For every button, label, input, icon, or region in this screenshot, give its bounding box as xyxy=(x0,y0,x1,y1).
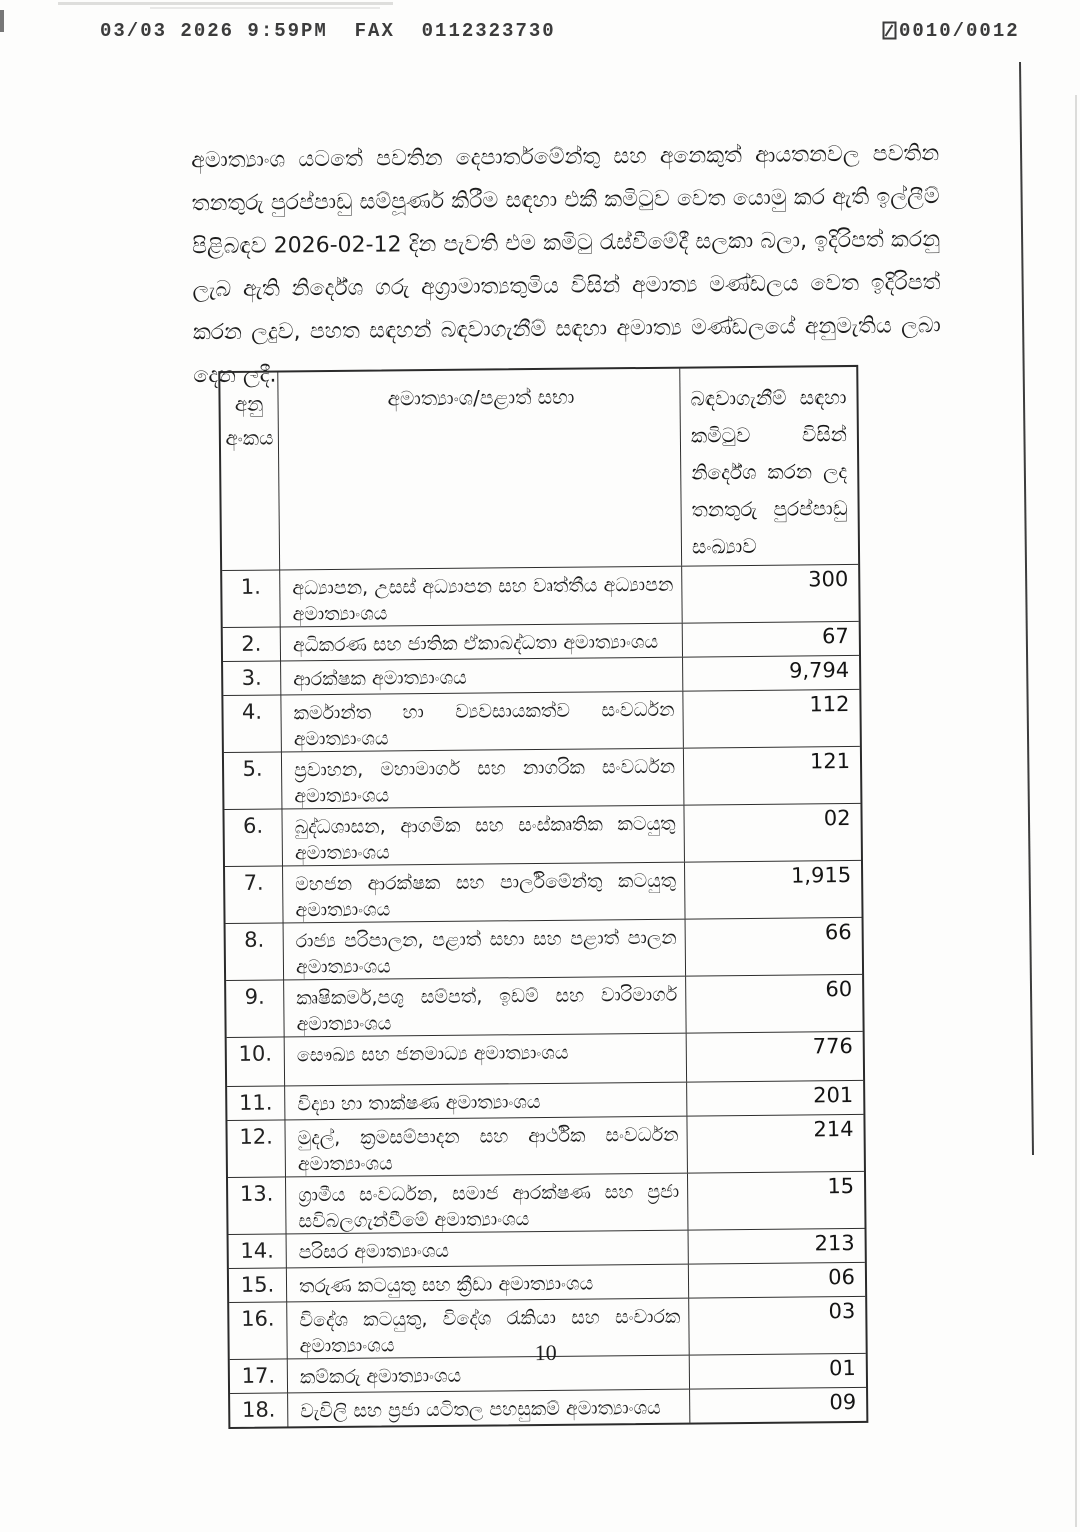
paragraph-line: දෙන ලදී. xyxy=(193,362,277,389)
table-row xyxy=(229,1228,865,1268)
row-vacancy-count: 06 xyxy=(828,1265,856,1290)
row-ministry: අධ්‍යාපන, උසස් අධ්‍යාපන සහ වෘත්තීය අධ්‍යාපන අමාත්‍යාංශය xyxy=(280,567,683,627)
table-row xyxy=(228,1171,865,1234)
row-ministry: සෞඛ්‍ය සහ ජනමාධ්‍ය අමාත්‍යාංශය xyxy=(285,1034,687,1086)
table-row xyxy=(226,974,863,1037)
row-ministry: ප්‍රවාහන, මහාමාර්ග සහ නාගරික සංවර්ධන අමාත්‍යාංශය xyxy=(282,749,685,809)
row-ministry: රාජ්‍ය පරිපාලන, පළාත් සභා සහ පළාත් පාලන අමාත්‍යාංශය xyxy=(284,920,687,980)
row-serial: 5. xyxy=(224,752,283,809)
table-row xyxy=(230,1387,866,1427)
row-vacancy-count: 09 xyxy=(829,1389,857,1415)
row-vacancy-count: 201 xyxy=(813,1083,854,1108)
fax-timestamp: 03/03 2026 9:59PM FAX 0112323730 xyxy=(100,20,556,42)
row-serial: 14. xyxy=(229,1234,287,1268)
row-serial: 1. xyxy=(222,570,281,627)
row-ministry: බුද්ධශාසන, ආගමික සහ සංස්කෘතික කටයුතු අමාත්‍යාංශය xyxy=(282,806,685,866)
table-row xyxy=(224,803,861,866)
row-serial: 17. xyxy=(230,1359,288,1393)
row-serial: 12. xyxy=(227,1120,286,1177)
row-vacancy-count: 121 xyxy=(809,749,851,774)
table-row xyxy=(226,917,863,980)
row-ministry: කර්මාන්ත හා ව්‍යවසායකත්ව සංවර්ධන අමාත්‍යාංශය xyxy=(281,692,684,752)
paragraph-line: ලැබ ඇති නිර්දේශ ගරු අග්‍රාමාත්‍යතුමිය විසින් අමාත්‍ය මණ්ඩලය වෙත ඉදිරිපත් xyxy=(192,270,941,303)
row-serial: 10. xyxy=(227,1037,285,1086)
row-vacancy-count: 112 xyxy=(809,692,850,717)
table-row xyxy=(227,1114,864,1177)
paragraph-line: අමාත්‍යාංශ යටතේ පවතින දෙපාර්තමේන්තු සහ අනෙකුත් ආයතනවල පවතින xyxy=(191,141,940,174)
table-row xyxy=(223,621,859,661)
row-ministry: මුදල්, ක්‍රමසම්පාදන සහ ආර්ථික සංවර්ධන අමාත්‍යාංශය xyxy=(285,1117,688,1177)
row-vacancy-count: 03 xyxy=(828,1298,856,1324)
row-vacancy-count: 9,794 xyxy=(788,658,850,683)
row-serial: 11. xyxy=(227,1086,285,1120)
row-vacancy-count: 300 xyxy=(808,567,849,592)
row-ministry: වැවිලි සහ ප්‍රජා යටිතල පහසුකම් අමාත්‍යාංශය xyxy=(288,1390,690,1427)
table-row xyxy=(225,860,862,923)
row-serial: 3. xyxy=(223,661,281,695)
table-row xyxy=(224,746,861,809)
table-row xyxy=(227,1031,863,1086)
row-ministry: අධිකරණ සහ ජාතික ඒකාබද්ධතා අමාත්‍යාංශය xyxy=(281,624,683,661)
table-row xyxy=(222,564,859,627)
row-serial: 8. xyxy=(226,923,285,980)
row-ministry: පරිසර අමාත්‍යාංශය xyxy=(287,1231,689,1268)
row-serial: 15. xyxy=(229,1268,287,1302)
row-ministry: විදේශ කටයුතු, විදේශ රැකියා සහ සංචාරක අමාත්‍යාංශය xyxy=(287,1299,690,1359)
row-serial: 6. xyxy=(224,809,283,866)
vacancy-table xyxy=(218,365,868,1429)
body-paragraph xyxy=(191,132,941,397)
table-row xyxy=(223,689,860,752)
table-row xyxy=(227,1080,863,1120)
row-serial: 18. xyxy=(230,1393,288,1427)
row-vacancy-count: 60 xyxy=(825,977,853,1002)
row-serial: 16. xyxy=(229,1302,288,1359)
row-vacancy-count: 1,915 xyxy=(790,863,852,888)
row-vacancy-count: 214 xyxy=(813,1117,854,1142)
row-ministry: විද්‍යා හා තාක්ෂණ අමාත්‍යාංශය xyxy=(285,1083,687,1120)
row-vacancy-count: 15 xyxy=(827,1174,855,1199)
row-vacancy-count: 776 xyxy=(812,1034,853,1059)
table-header-row xyxy=(220,367,858,570)
row-serial: 2. xyxy=(223,627,281,661)
row-ministry: කම්කරු අමාත්‍යාංශය xyxy=(288,1356,690,1393)
row-vacancy-count: 213 xyxy=(814,1231,855,1256)
row-ministry: ග්‍රාමීය සංවර්ධන, සමාජ ආරක්ෂණ සහ ප්‍රජා සවිබලගැන්වීමේ අමාත්‍යාංශය xyxy=(286,1174,689,1234)
paragraph-line: පිළිබඳව 2026-02-12 දින පැවති එම කමිටු රැස්වීමේදී සලකා බලා, ඉදිරිපත් කරනු xyxy=(191,227,941,260)
row-ministry: තරුණ කටයුතු සහ ක්‍රීඩා අමාත්‍යාංශය xyxy=(287,1265,689,1302)
row-serial: 4. xyxy=(223,695,282,752)
table-row xyxy=(229,1262,865,1302)
row-ministry: ආරක්ෂක අමාත්‍යාංශය xyxy=(281,658,683,695)
header-serial: අනු අංකය xyxy=(220,372,280,570)
page-number: 10 xyxy=(534,1339,557,1366)
row-serial: 13. xyxy=(228,1177,287,1234)
header-ministry: අමාත්‍යාංශ/පළාත් සභා xyxy=(278,369,682,570)
row-vacancy-count: 66 xyxy=(824,920,852,945)
row-serial: 9. xyxy=(226,980,285,1037)
row-ministry: කෘෂිකර්ම,පශු සම්පත්, ඉඩම් සහ වාරිමාර්ග අමාත්‍යාංශය xyxy=(284,977,687,1037)
paragraph-line: තනතුරු පුරප්පාඩු සම්පූර්ණ කිරීම සඳහා එකී කමිටුව වෙත යොමු කර ඇති ඉල්ලීම් xyxy=(191,184,940,217)
table-row xyxy=(223,655,859,695)
header-vacancies: බඳවාගැනීම් සඳහා කමිටුව විසින් නිර්දේශ කරන ලද තනතුරු පුරප්පාඩු සංඛ්‍යාව xyxy=(690,385,848,559)
fax-page-counter: 0010/0012 xyxy=(899,20,1020,42)
row-ministry: මහජන ආරක්ෂක සහ පාර්ලිමේන්තු කටයුතු අමාත්‍යාංශය xyxy=(283,863,686,923)
row-vacancy-count: 67 xyxy=(821,624,849,649)
paragraph-line: කරන ලදුව, පහත සඳහන් බඳවාගැනීම් සඳහා අමාත්‍ය මණ්ඩලයේ අනුමැතිය ලබා xyxy=(192,313,941,346)
row-serial: 7. xyxy=(225,866,284,923)
row-vacancy-count: 02 xyxy=(823,806,851,831)
row-vacancy-count: 01 xyxy=(829,1355,856,1381)
